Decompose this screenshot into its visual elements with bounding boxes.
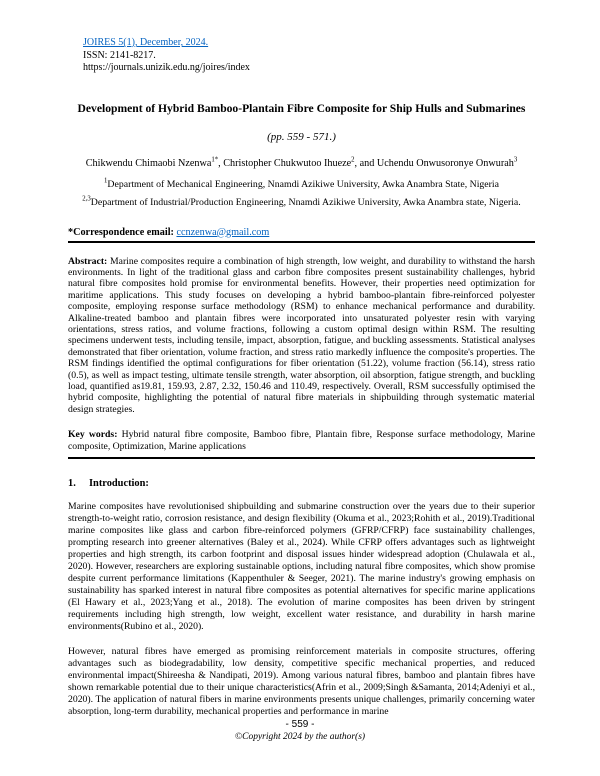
- divider-rule-bottom: [68, 457, 535, 459]
- paper-title: Development of Hybrid Bamboo-Plantain Fibre Composite for Ship Hulls and Submarines: [77, 101, 526, 115]
- affiliation-2-text: Department of Industrial/Production Engineering, Nnamdi Azikiwe University, Awka Anambra state, Nigeria.: [90, 196, 521, 208]
- page-number: - 559 -: [285, 719, 315, 730]
- correspondence-label: *Correspondence email:: [68, 226, 177, 238]
- page-range: (pp. 559 - 571.): [267, 130, 336, 143]
- journal-url: https://journals.unizik.edu.ng/joires/index: [83, 62, 250, 73]
- journal-issue-link[interactable]: JOIRES 5(1), December, 2024.: [83, 37, 209, 48]
- keywords: [68, 429, 535, 452]
- abstract: [68, 256, 535, 416]
- page-footer: [0, 719, 600, 743]
- authors-line: [68, 157, 535, 170]
- author-2-name: Christopher Chukwutoo Ihueze: [223, 157, 352, 169]
- section-1-heading: [68, 477, 535, 490]
- abstract-text: Marine composites require a combination of high strength, low weight, and durability to withstand the harsh environments. In light of the traditional glass and carbon fibre composites present sustainability challenges, hybrid natural fibre composites hold promise for environmental benefits. However, their properties need optimization for maritime applications. This study focuses on developing a hybrid bamboo-plantain fibre-reinforced polyester composite, employing response surface methodology (RSM) to enhance mechanical performance and durability. Alkaline-treated bamboo and plantain fibres were incorporated into unsaturated polyester resin with varying orientations, stress ratios, and volume fractions, following a custom optimal design within RSM. The resulting specimens underwent tests, including tensile, impact, absorption, fatigue, and buckling assessments. Statistical analyses demonstrated that fiber orientation, volume fraction, and stress ratio markedly influence the composite's properties. The RSM findings identified the optimal configurations for fiber orientation (51.22), volume fraction (56.14), stress ratio (0.5), as well as impact testing, ultimate tensile strength, water absorption, oil absorption, fatigue strength, and buckling load, quantified as19.81, 159.93, 2.87, 2.32, 150.46 and 110.49, respectively. Overall, RSM successfully optimised the hybrid composite, highlighting the potential of natural fibre materials in shipbuilding through systematic material design strategies.: [68, 255, 535, 415]
- keywords-text: Hybrid natural fibre composite, Bamboo fibre, Plantain fibre, Response surface methodology, Marine composite, Optimization, Marine applications: [68, 429, 536, 452]
- section-1-title: Introduction:: [89, 478, 149, 489]
- affiliation-1-text: Department of Mechanical Engineering, Nnamdi Azikiwe University, Awka Anambra State, Nigeria: [107, 178, 499, 190]
- correspondence-line: [68, 226, 535, 239]
- copyright-notice: ©Copyright 2024 by the author(s): [234, 732, 366, 742]
- affiliation-2-superscript: 2,3: [82, 195, 91, 203]
- journal-issue-line: [83, 37, 535, 50]
- journal-header: [83, 37, 535, 75]
- author-2-superscript: 2: [351, 156, 355, 164]
- keywords-label: Key words:: [68, 429, 118, 441]
- author-3-superscript: 3: [513, 156, 518, 164]
- intro-paragraph-1: Marine composites have revolutionised shipbuilding and submarine construction over the years due to their superior strength-to-weight ratio, corrosion resistance, and design flexibility (Okuma et al., 2023;Rohith et al., 2019).Traditional marine composites like glass and carbon fibre-reinforced polymers (GFRP/CFRP) face sustainability challenges, prompting research into greener alternatives (Baley et al., 2024). While CFRP offers advantages such as lightweight properties and high strength, its carbon footprint and disposal issues hinder widespread adoption (Chulawala et al., 2020). However, researchers are exploring sustainable options, including natural fibre composites, which show promise despite current performance limitations (Kappenthuler & Seeger, 2021). The marine industry's growing emphasis on sustainability has sparked interest in natural fibre composites as potential alternatives for specific marine applications (El Hawary et al., 2023;Yang et al., 2018). The evolution of marine composites has been driven by stringent requirements including high strength, low weight, excellent water resistance, and durability in harsh marine environments(Rubino et al., 2020).: [68, 501, 535, 632]
- author-3-name: Uchendu Onwusoronye Onwurah: [376, 157, 514, 169]
- section-1-number: 1.: [68, 478, 76, 489]
- correspondence-email-link[interactable]: ccnzenwa@gmail.com: [176, 226, 270, 238]
- author-1-name: Chikwendu Chimaobi Nzenwa: [85, 157, 212, 169]
- affiliation-1-superscript: 1: [104, 177, 108, 185]
- journal-issn: ISSN: 2141-8217.: [83, 49, 156, 61]
- author-separator-2: , and: [354, 157, 377, 169]
- affiliations: [68, 176, 535, 212]
- affiliation-2: [68, 194, 535, 212]
- author-1-superscript: 1*: [211, 156, 219, 164]
- abstract-label: Abstract:: [68, 255, 108, 267]
- intro-paragraph-2: However, natural fibres have emerged as promising reinforcement materials in composite structures, offering advantages such as biodegradability, low density, competitive specific mechanical properties, and reduced environmental impact(Shireesha & Nandipati, 2019). Among various natural fibres, bamboo and plantain fibres have shown remarkable potential due to their unique characteristics(Afrin et al., 2009;Singh &Samanta, 2014;Adeniyi et al., 2020). The application of natural fibers in marine environments presents unique challenges, primarily concerning water absorption, long-term durability, mechanical properties and performance in marine: [68, 646, 535, 717]
- author-separator-1: ,: [218, 157, 224, 169]
- affiliation-1: [68, 176, 535, 194]
- divider-rule-top: [68, 241, 535, 243]
